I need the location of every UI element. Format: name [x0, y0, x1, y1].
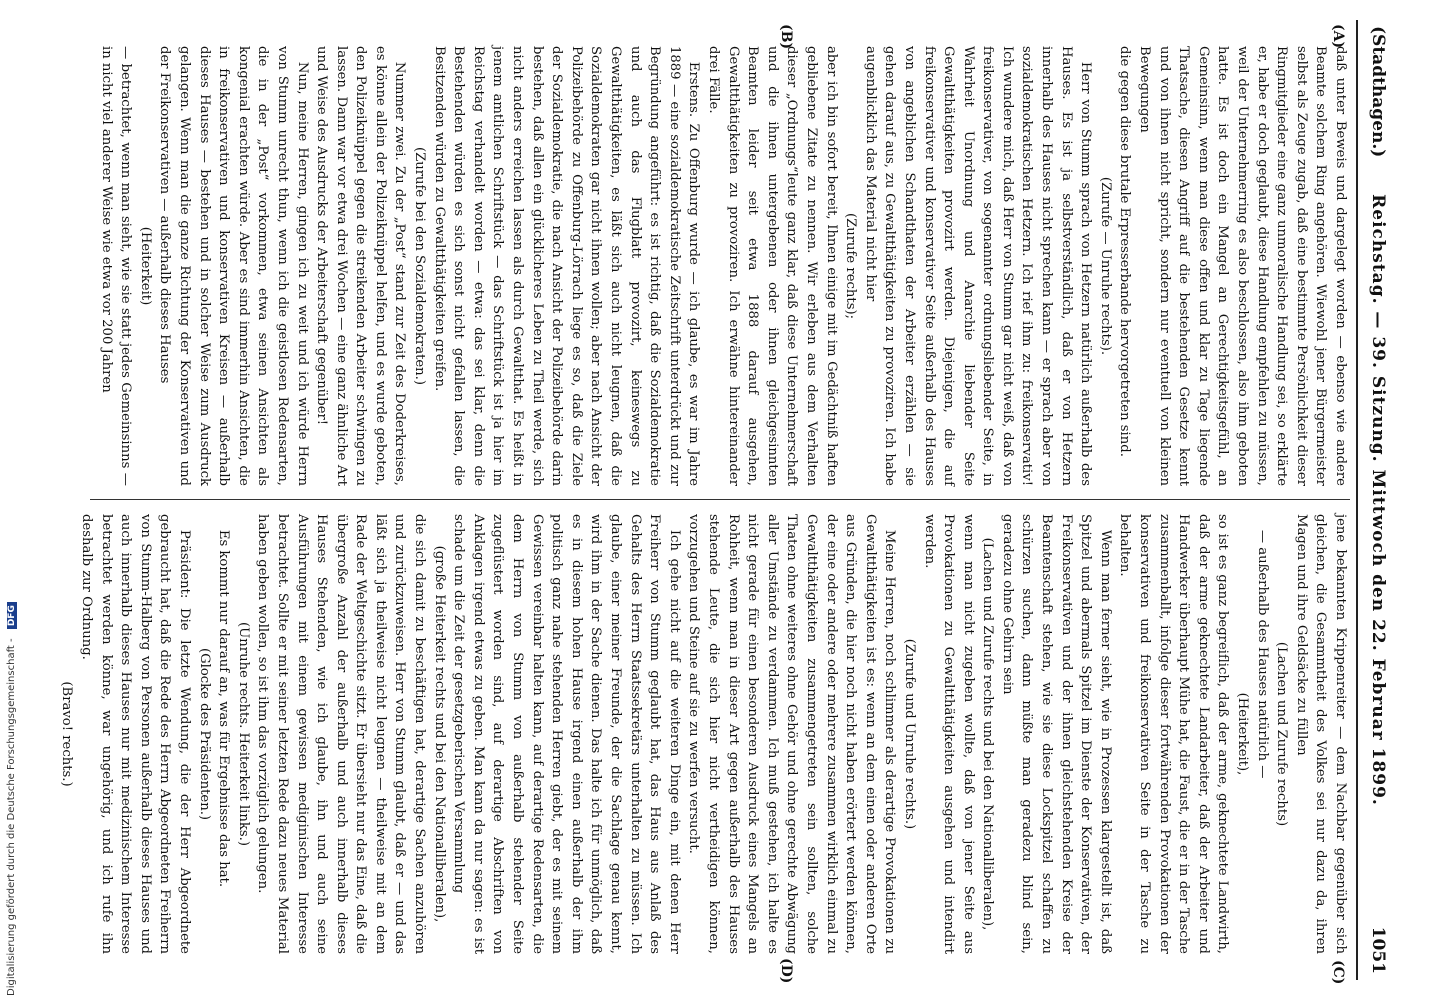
- right-column: [59, 514, 1350, 954]
- president-statement: Präsident: Die letzte Wendung, die der Herr Abgeordnete gebraucht hat, daß die Rede des Herrn Abgeordneten Freiherrn von Stumm-Halberg von Personen außerhalb dieses Hauses und auch innerhalb dieses Hauses nur mit medizinischem Interesse betrachtet werden könne, war ungehörig, und ich rufe ihn deshalb zur Ordnung.: [79, 514, 192, 954]
- page-header: [1360, 20, 1394, 980]
- paragraph: aber ich bin sofort bereit, Ihnen einige mit im Gedächtniß haften gebliebene Zitate zu nennen. Wir erleben aus dem Verhalten dieser „Ordnungs“leute ganz klar, daß diese Unternehmerschaft und die ihnen untergebenen oder ihnen gleichgesinnten Beamten leider seit etwa 1888 darauf ausgehen, Gewaltthätigkeiten zu provoziren. Ich erwähne hintereinander drei Fälle.: [706, 46, 839, 486]
- header-title: Reichstag. — 39. Sitzung. Mittwoch den 22. Februar 1899.: [1368, 194, 1388, 806]
- paragraph: die sich damit zu beschäftigen hat, derartige Sachen anzuhören und zurückzuweisen. Herr von Stumm glaubt, daß er — und das läßt sich ja theilweise nicht leugnen — theilweise mit an dem Rade der Weltgeschichte sitzt. Er übersieht nur das Eine, daß die übergroße Anzahl der außerhalb und auch innerhalb dieses Hauses Stehenden, wie ich glaube, ihn und auch seine Ausführungen mit einem gewissen mediginischen Interesse betrachtet. Sollte er mit seiner letzten Rede dazu neues Material haben geben wollen, so ist ihm das vorzüglich gelungen.: [255, 514, 428, 954]
- margin-mark-c: (C): [1330, 960, 1346, 985]
- interjection: (Lachen und Zurufe rechts und bei den Nationalliberalen),: [980, 537, 996, 931]
- header-speaker: (Stadthagen.): [1368, 26, 1388, 158]
- paragraph: so ist es ganz begreiflich, daß der arme, geknechtete Landwirth, daß der arme geknechtete Landarbeiter, daß der Arbeiter und Handwerker überhaupt Mühe hat, die Faust, die er in der Tasche zusammenballt, infolge dieser fortwährenden Provokationen der konservativen und freikonservativen Seite in der Tasche zu behalten.: [1117, 514, 1231, 954]
- margin-mark-a: (A): [1330, 24, 1346, 49]
- credit-text: Digitalisierung gefördert durch die Deutsche Forschungsgemeinschaft -: [6, 638, 17, 996]
- paragraph: die gegen diese brutale Erpresserbande hervorgetreten sind.: [1117, 46, 1133, 457]
- paragraph: — betrachtet, wenn man sieht, wie sie statt jedes Gemeinsinns — in nicht viel anderer Weise wie etwa vor 200 Jahren: [98, 46, 134, 486]
- interjection: (Zurufe rechts);: [843, 212, 859, 320]
- paragraph: Erstens. Zu Offenburg wurde — ich glaube, es war im Jahre 1889 — eine sozialdemokratische Zeitschrift unterdrückt und zur Begründung angeführt: es ist richtig, daß die Sozialdemokratie und auch das Flugblatt provozirt, keineswegs zu Gewaltthätigkeiten, es läßt sich auch nicht leugnen, daß die Sozialdemokraten gar nicht ihnen wollen; aber nach Ansicht der Polizeibehörde zu Offenburg-Lörrach liege es so, daß die Ziele der Sozialdemokratie, die nach Ansicht der Polizeibehörde darin bestehen, daß allen ein glücklicheres Leben zu Theil werde, sich nicht anders erreichen lassen als durch Gewaltthat. Es heißt in jenem amtlichen Schriftstück — das Schriftstück ist ja hier im Reichstag verhandelt worden — etwa: das sei klar, denn die Bestehenden würden es sich sonst nicht gefallen lassen, die Besitzenden würden zu Gewaltthätigkeiten greifen.: [431, 46, 702, 486]
- interjection: (große Heiterkeit rechts und bei den Nationalliberalen),: [431, 545, 447, 923]
- page-number: 1051: [1368, 926, 1388, 974]
- margin-mark-b: (B): [778, 24, 794, 50]
- interjection: (Bravo! rechts.): [59, 681, 75, 787]
- paragraph: daß unter Beweis und dargelegt worden — ebenso wie andere Beamte solchem Ring angehören. Wiewohl jener Bürgermeister selbst als Zeuge zugab, daß eine bestimmte Persönlichkeit dieser Ringmitglieder eine ganz unmoralische Handlung sei, so erklärte er, habe er doch geglaubt, diese Handlung empfehlen zu müssen, weil der Unternehmerring es also beschlossen, also ihm geboten hatte. Es ist doch ein Mangel an Gerechtigkeitsgefühl, an Gemeinsinn, wenn man diese offen und klar zu Tage liegende Thatsache, diesen Angriff auf die bestehenden Gesetze kennt und von ihnen nicht spricht, sondern nur eventuell von kleinen Bewegungen: [1137, 46, 1348, 486]
- interjection: (Glocke des Präsidenten.): [196, 647, 212, 821]
- interjection: (Heiterkeit): [137, 226, 153, 306]
- interjection: (Zurufe bei den Sozialdemokraten.): [412, 146, 428, 386]
- header-rule: [1356, 20, 1358, 980]
- dfg-logo: DFG: [7, 602, 17, 629]
- rotated-page-content: [59, 20, 1394, 985]
- paragraph: Nummer zwei. Zu der „Post“ stand zur Zeit des Doderkreises, es könne allein der Polizeiknüppel helfen, und es wurde geboten, den Polizeiknüppel gegen die streikenden Arbeiter schwingen zu lassen. Dann war vor etwa drei Wochen — eine ganz ähnliche Art und Weise des Ausdrucks der Arbeiterschaft gegenüber!: [314, 46, 408, 486]
- paragraph: Nun, meine Herren, gingen ich zu weit und ich würde Herrn von Stumm unrecht thun, wenn ich die geistlosen Redensarten, die in der „Post“ vorkommen, etwa seinen Ansichten als kongenial erachten würde. Aber es sind immerhin Ansichten, die in freikonservativen und konservativen Kreisen — außerhalb dieses Hauses — bestehen und in solcher Weise zum Ausdruck gelangen. Wenn man die ganze Richtung der Konservativen und der Freikonservativen — außerhalb dieses Hauses: [157, 46, 310, 486]
- interjection: (Lachen und Zurufe rechts): [1274, 641, 1290, 827]
- paragraph: Es kommt nur darauf an, was für Ergebnisse das hat.: [216, 529, 232, 888]
- left-column: [90, 46, 1350, 486]
- interjection: (Heiterkeit),: [1235, 692, 1251, 776]
- paragraph: — außerhalb des Hauses natürlich —: [1254, 529, 1270, 779]
- paragraph: Meine Herren, noch schlimmer als derartige Provokationen zu Gewaltthätigkeiten ist es: wenn an dem einen oder anderen Orte aus Gründen, die hier noch nicht haben erörtert werden können, der eine oder andere oder mehrere zusammen wirklich einmal zu Gewaltthätigkeiten zusammengetreten sein sollten, solche Thaten ohne weiteres ohne Gehör und ohne gerechte Abwägung aller Umstände zu verdammen. Ich muß gestehen, ich halte es nicht gerade für einen besonderen Ausdruck eines Mangels an Rohheit, wenn man in dieser Art gegen außerhalb des Hauses stehende Leute, die sich hier nicht vertheidigen können, vorzugehen und Steine auf sie zu werfen versucht.: [686, 514, 898, 954]
- column-divider: [90, 499, 1350, 500]
- interjection: (Unruhe rechts. Heiterkeit links.): [235, 622, 251, 846]
- margin-mark-d: (D): [778, 958, 794, 984]
- paragraph: Wenn man ferner sieht, wie in Prozessen klargestellt ist, daß Spitzel und abermals Spitzel im Dienste der Konservativen, der Freikonservativen und der ihnen gleichstehenden Kreise der Beamtenschaft stehen, wie sie diese Lockspitzel schaffen zu schürzen suchen, dann müßte man geradezu blind sein, geradezu ohne Gehirn sein: [999, 514, 1113, 954]
- interjection: (Zurufe und Unruhe rechts.): [901, 638, 917, 830]
- interjection: (Zurufe — Unruhe rechts).: [1097, 176, 1113, 356]
- paragraph: Herr von Stumm sprach von Hetzern natürlich außerhalb des Hauses. Es ist ja selbstverständlich, daß er von Hetzern innerhalb des Hauses nicht sprechen kann — er sprach aber von sozialdemokratischen Hetzern. Ich rief ihm zu: freikonservativ! Ich wundere mich, daß Herr von Stumm gar nicht weiß, daß von freikonservativer, von sogenannter ordnungsliebender Seite, in Wahrheit Unordnung und Anarchie liebender Seite Gewaltthätigkeiten provozirt werden. Diejenigen, die auf freikonservativer und konservativer Seite außerhalb des Hauses von angeblichen Schandthaten der Arbeiter erzählen — sie gehen darauf aus, zu Gewaltthätigkeiten zu provoziren. Ich habe augenblicklich das Material nicht hier: [862, 46, 1094, 486]
- paragraph: Ich gehe nicht auf die weiteren Dinge ein, mit denen Herr Freiherr von Stumm geglaubt hat, das Haus aus Anlaß des Gehalts des Herrn Staatssekretärs unterhalten zu müssen. Ich glaube, einer meiner Freunde, der die Sachlage genau kennt, wird ihm in der Sache dienen. Das halte ich für unmöglich, daß es in diesem hohen Hause irgend einen außerhalb der ihm politisch ganz nahe stehenden Herren giebt, der es mit seinem Gewissen vereinbar halten kann, auf derartige Redensarten, die dem Herrn von Stumm von außerhalb stehender Seite zugeflüstert worden sind, auf derartige Abschriften von Anklagen irgend etwas zu geben. Man kann da nur sagen: es ist schade um die Zeit der gesetzgeberischen Versammlung: [451, 514, 682, 954]
- paragraph: wenn man nicht zugeben wollte, daß von jener Seite aus Provokationen zu Gewaltthätigkeiten ausgehen und intendirt werden.: [921, 514, 976, 954]
- paragraph: jene bekannten Krippenreiter — dem Nachbar gegenüber sich gleichen, die Gesammtheit des Volkes sei nur dazu da, ihren Magen und ihre Geldsäcke zu füllen: [1293, 514, 1348, 954]
- digitization-credit: [6, 0, 20, 996]
